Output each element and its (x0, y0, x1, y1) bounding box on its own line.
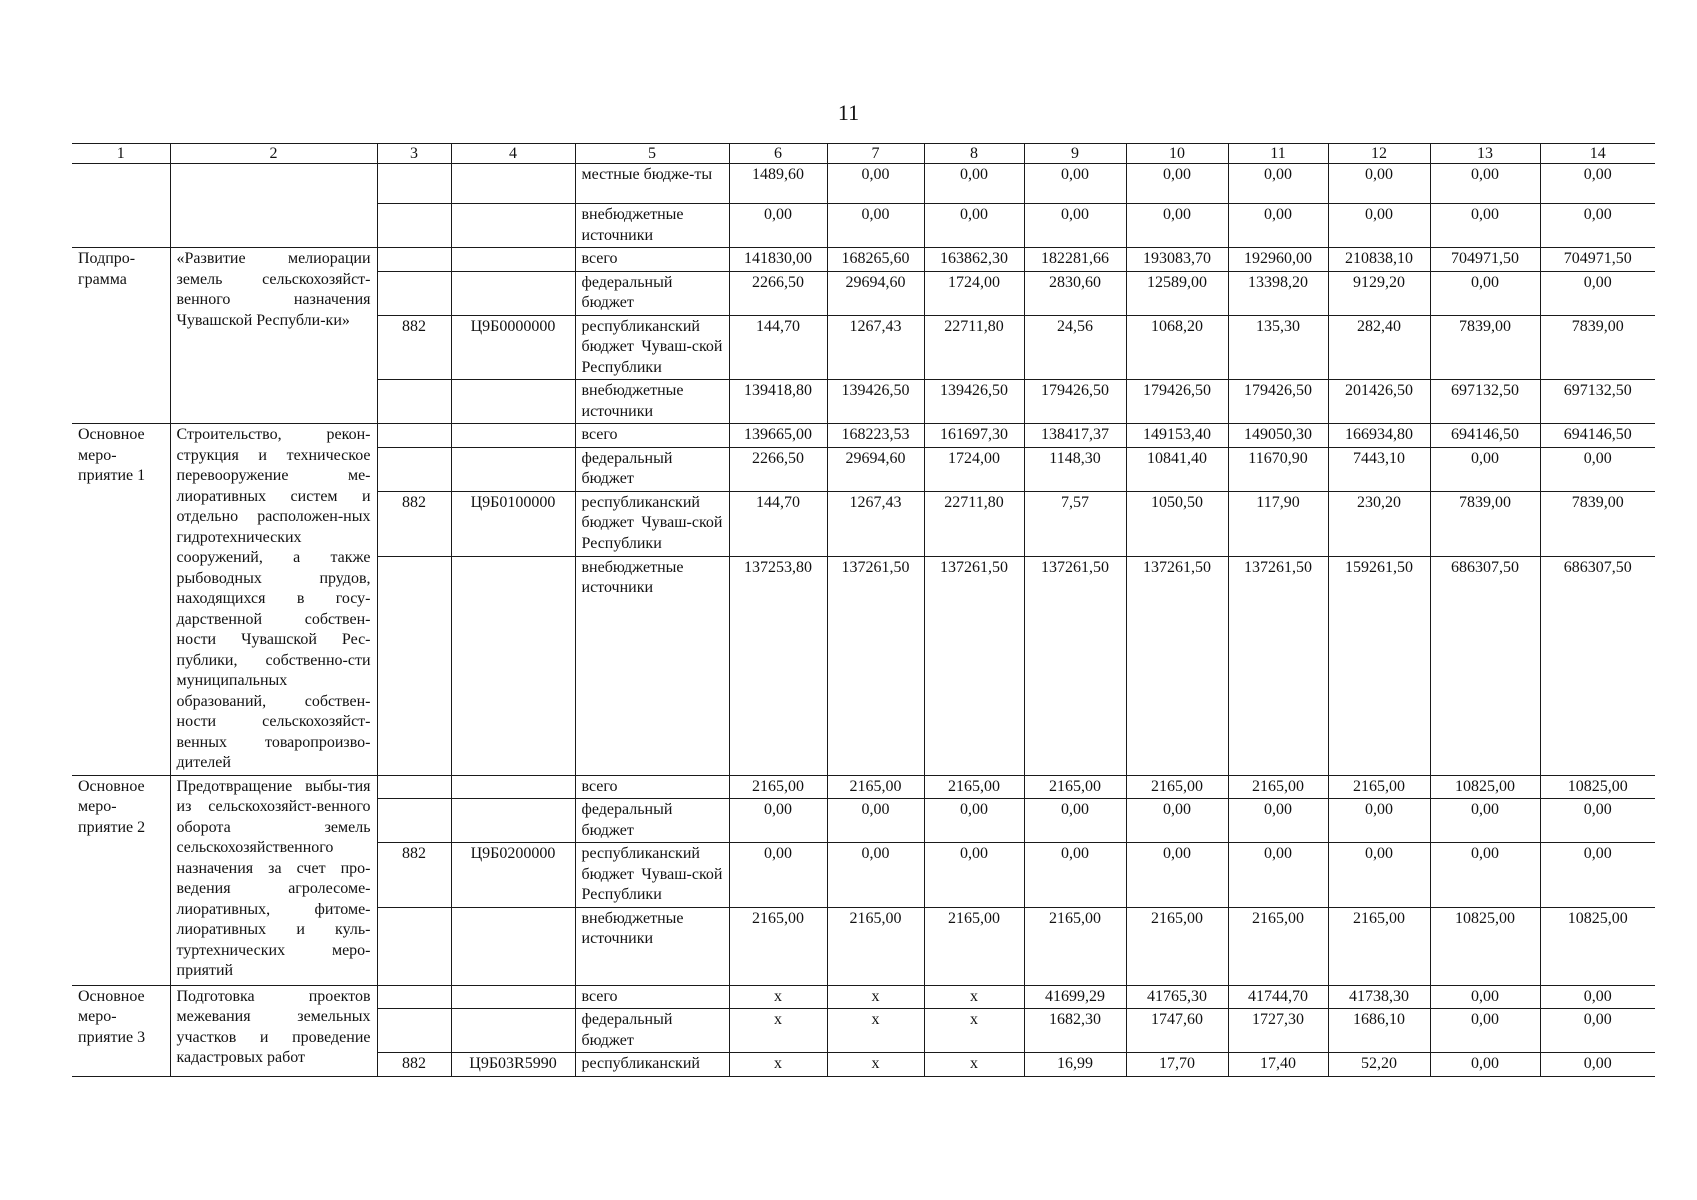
amount-cell: 2165,00 (1328, 775, 1430, 799)
column-header: 5 (575, 144, 729, 164)
amount-cell: 7839,00 (1540, 315, 1655, 380)
funding-source-cell: всего (575, 985, 729, 1009)
amount-cell: 10825,00 (1430, 907, 1540, 985)
target-article-cell (451, 799, 575, 843)
funding-source-cell: республиканский (575, 1053, 729, 1077)
amount-cell: 159261,50 (1328, 556, 1430, 775)
grbs-code-cell: 882 (377, 1053, 451, 1077)
amount-cell: 24,56 (1024, 315, 1126, 380)
funding-source-cell: местные бюдже-ты (575, 164, 729, 204)
amount-cell: 2266,50 (729, 447, 827, 491)
amount-cell: 0,00 (1430, 447, 1540, 491)
amount-cell: 2165,00 (1024, 907, 1126, 985)
amount-cell: 1686,10 (1328, 1009, 1430, 1053)
program-title-cell: Предотвращение выбы-тия из сельскохозяйст-венного оборота земель сельскохозяйственного назначения за счет про-ведения агролесоме-лиоративных, фитоме-лиоративных и куль-туртехнических меро-приятий (170, 775, 377, 985)
grbs-code-cell (377, 447, 451, 491)
grbs-code-cell (377, 775, 451, 799)
amount-cell: 2165,00 (1228, 907, 1328, 985)
amount-cell: 2165,00 (729, 907, 827, 985)
amount-cell: 22711,80 (924, 315, 1024, 380)
target-article-cell (451, 985, 575, 1009)
funding-source-cell: федеральный бюджет (575, 1009, 729, 1053)
amount-cell: 179426,50 (1024, 380, 1126, 424)
amount-cell: 697132,50 (1430, 380, 1540, 424)
amount-cell: 139426,50 (924, 380, 1024, 424)
table-row (72, 985, 1655, 1009)
amount-cell: 0,00 (827, 843, 924, 908)
amount-cell: 0,00 (1024, 799, 1126, 843)
table-header (72, 144, 1655, 164)
amount-cell: 0,00 (1126, 799, 1228, 843)
target-article-cell (451, 271, 575, 315)
grbs-code-cell (377, 248, 451, 272)
amount-cell: 1050,50 (1126, 491, 1228, 556)
amount-cell: 0,00 (1228, 799, 1328, 843)
amount-cell: 0,00 (1430, 271, 1540, 315)
amount-cell: 704971,50 (1430, 248, 1540, 272)
target-article-cell (451, 164, 575, 204)
program-title-cell: Строительство, рекон-струкция и техническое перевооружение ме-лиоративных систем и отдельно расположен-ных гидротехнических сооружений, а также рыбоводных прудов, находящихся в госу-дарственной собствен-ности Чувашской Рес-публики, собственно-сти муниципальных образований, собствен-ности сельскохозяйст-венных товаропроизво-дителей (170, 424, 377, 776)
funding-source-cell: всего (575, 248, 729, 272)
budget-table (72, 143, 1655, 1077)
amount-cell: 0,00 (1126, 843, 1228, 908)
amount-cell: 10841,40 (1126, 447, 1228, 491)
amount-cell: 0,00 (1430, 1053, 1540, 1077)
amount-cell: 7443,10 (1328, 447, 1430, 491)
target-article-cell (451, 204, 575, 248)
grbs-code-cell (377, 164, 451, 204)
amount-cell: 17,40 (1228, 1053, 1328, 1077)
amount-cell: 0,00 (1540, 1009, 1655, 1053)
amount-cell: 1489,60 (729, 164, 827, 204)
funding-source-cell: внебюджетные источники (575, 380, 729, 424)
column-header: 13 (1430, 144, 1540, 164)
amount-cell: 1682,30 (1024, 1009, 1126, 1053)
target-article-cell: Ц9Б0100000 (451, 491, 575, 556)
amount-cell: 2165,00 (1126, 775, 1228, 799)
amount-cell: 282,40 (1328, 315, 1430, 380)
amount-cell: 22711,80 (924, 491, 1024, 556)
funding-source-cell: внебюджетные источники (575, 907, 729, 985)
amount-cell: x (827, 1053, 924, 1077)
amount-cell: 41699,29 (1024, 985, 1126, 1009)
amount-cell: 29694,60 (827, 271, 924, 315)
amount-cell: 137261,50 (1024, 556, 1126, 775)
amount-cell: 149050,30 (1228, 424, 1328, 448)
grbs-code-cell (377, 907, 451, 985)
amount-cell: 139665,00 (729, 424, 827, 448)
amount-cell: 144,70 (729, 315, 827, 380)
table-row (72, 775, 1655, 799)
funding-source-cell: федеральный бюджет (575, 271, 729, 315)
amount-cell: 697132,50 (1540, 380, 1655, 424)
funding-source-cell: республиканский бюджет Чуваш-ской Республики (575, 315, 729, 380)
amount-cell: 10825,00 (1430, 775, 1540, 799)
amount-cell: 2266,50 (729, 271, 827, 315)
amount-cell: 137261,50 (1228, 556, 1328, 775)
amount-cell: 41738,30 (1328, 985, 1430, 1009)
amount-cell: 1724,00 (924, 447, 1024, 491)
amount-cell: 0,00 (1430, 799, 1540, 843)
amount-cell: 0,00 (924, 164, 1024, 204)
grbs-code-cell (377, 1009, 451, 1053)
column-header: 1 (72, 144, 170, 164)
amount-cell: 139426,50 (827, 380, 924, 424)
target-article-cell (451, 1009, 575, 1053)
amount-cell: 0,00 (1430, 1009, 1540, 1053)
program-title-cell (170, 164, 377, 248)
amount-cell: 137261,50 (1126, 556, 1228, 775)
amount-cell: 144,70 (729, 491, 827, 556)
table-body (72, 164, 1655, 1077)
grbs-code-cell (377, 271, 451, 315)
amount-cell: 2165,00 (729, 775, 827, 799)
column-header: 9 (1024, 144, 1126, 164)
amount-cell: 0,00 (1328, 164, 1430, 204)
amount-cell: 2165,00 (1126, 907, 1228, 985)
column-header: 4 (451, 144, 575, 164)
amount-cell: 192960,00 (1228, 248, 1328, 272)
amount-cell: 0,00 (1540, 985, 1655, 1009)
amount-cell: 137261,50 (827, 556, 924, 775)
amount-cell: 16,99 (1024, 1053, 1126, 1077)
amount-cell: 0,00 (827, 164, 924, 204)
amount-cell: 138417,37 (1024, 424, 1126, 448)
amount-cell: 135,30 (1228, 315, 1328, 380)
amount-cell: 41744,70 (1228, 985, 1328, 1009)
amount-cell: 2165,00 (1024, 775, 1126, 799)
grbs-code-cell (377, 556, 451, 775)
funding-source-cell: всего (575, 775, 729, 799)
amount-cell: 10825,00 (1540, 907, 1655, 985)
amount-cell: 0,00 (1228, 164, 1328, 204)
amount-cell: 182281,66 (1024, 248, 1126, 272)
amount-cell: 686307,50 (1430, 556, 1540, 775)
amount-cell: 694146,50 (1430, 424, 1540, 448)
program-level-cell: Подпро-грамма (72, 248, 170, 424)
amount-cell: 0,00 (1126, 204, 1228, 248)
amount-cell: 161697,30 (924, 424, 1024, 448)
amount-cell: 0,00 (1228, 843, 1328, 908)
column-header: 8 (924, 144, 1024, 164)
amount-cell: 2165,00 (827, 775, 924, 799)
amount-cell: 149153,40 (1126, 424, 1228, 448)
amount-cell: 7839,00 (1540, 491, 1655, 556)
amount-cell: 0,00 (1540, 1053, 1655, 1077)
amount-cell: 41765,30 (1126, 985, 1228, 1009)
amount-cell: 141830,00 (729, 248, 827, 272)
amount-cell: 0,00 (1126, 164, 1228, 204)
amount-cell: x (924, 985, 1024, 1009)
column-header: 10 (1126, 144, 1228, 164)
amount-cell: 0,00 (1328, 204, 1430, 248)
amount-cell: 137253,80 (729, 556, 827, 775)
funding-source-cell: внебюджетные источники (575, 556, 729, 775)
funding-source-cell: всего (575, 424, 729, 448)
grbs-code-cell: 882 (377, 843, 451, 908)
amount-cell: 1727,30 (1228, 1009, 1328, 1053)
amount-cell: 163862,30 (924, 248, 1024, 272)
program-title-cell: Подготовка проектов межевания земельных участков и проведение кадастровых работ (170, 985, 377, 1076)
grbs-code-cell (377, 204, 451, 248)
grbs-code-cell (377, 799, 451, 843)
amount-cell: 0,00 (827, 799, 924, 843)
amount-cell: 179426,50 (1126, 380, 1228, 424)
grbs-code-cell (377, 985, 451, 1009)
header-row (72, 144, 1655, 164)
amount-cell: 0,00 (1024, 204, 1126, 248)
funding-source-cell: республиканский бюджет Чуваш-ской Республики (575, 843, 729, 908)
grbs-code-cell: 882 (377, 315, 451, 380)
target-article-cell: Ц9Б03R5990 (451, 1053, 575, 1077)
target-article-cell (451, 447, 575, 491)
amount-cell: 12589,00 (1126, 271, 1228, 315)
target-article-cell (451, 380, 575, 424)
amount-cell: 0,00 (1540, 204, 1655, 248)
funding-source-cell: республиканский бюджет Чуваш-ской Республики (575, 491, 729, 556)
column-header: 14 (1540, 144, 1655, 164)
target-article-cell (451, 775, 575, 799)
amount-cell: 0,00 (1540, 843, 1655, 908)
amount-cell: 52,20 (1328, 1053, 1430, 1077)
amount-cell: 210838,10 (1328, 248, 1430, 272)
amount-cell: 0,00 (1540, 164, 1655, 204)
table-row (72, 248, 1655, 272)
grbs-code-cell: 882 (377, 491, 451, 556)
amount-cell: 0,00 (1430, 204, 1540, 248)
amount-cell: 0,00 (1540, 271, 1655, 315)
amount-cell: 193083,70 (1126, 248, 1228, 272)
amount-cell: 0,00 (1540, 799, 1655, 843)
amount-cell: 7,57 (1024, 491, 1126, 556)
column-header: 3 (377, 144, 451, 164)
amount-cell: 168265,60 (827, 248, 924, 272)
target-article-cell (451, 248, 575, 272)
table-row (72, 164, 1655, 204)
amount-cell: 0,00 (1024, 843, 1126, 908)
target-article-cell: Ц9Б0200000 (451, 843, 575, 908)
amount-cell: 0,00 (729, 799, 827, 843)
program-level-cell: Основное меро-приятие 2 (72, 775, 170, 985)
amount-cell: 9129,20 (1328, 271, 1430, 315)
column-header: 11 (1228, 144, 1328, 164)
amount-cell: 166934,80 (1328, 424, 1430, 448)
amount-cell: 7839,00 (1430, 315, 1540, 380)
amount-cell: 13398,20 (1228, 271, 1328, 315)
amount-cell: 168223,53 (827, 424, 924, 448)
amount-cell: 0,00 (1328, 843, 1430, 908)
program-level-cell: Основное меро-приятие 3 (72, 985, 170, 1076)
amount-cell: 2830,60 (1024, 271, 1126, 315)
amount-cell: 1148,30 (1024, 447, 1126, 491)
column-header: 2 (170, 144, 377, 164)
target-article-cell (451, 907, 575, 985)
amount-cell: 0,00 (729, 204, 827, 248)
amount-cell: 2165,00 (1228, 775, 1328, 799)
amount-cell: x (729, 985, 827, 1009)
amount-cell: 1267,43 (827, 491, 924, 556)
program-level-cell: Основное меро-приятие 1 (72, 424, 170, 776)
amount-cell: 694146,50 (1540, 424, 1655, 448)
amount-cell: 0,00 (1430, 164, 1540, 204)
amount-cell: 0,00 (1430, 985, 1540, 1009)
amount-cell: 0,00 (1024, 164, 1126, 204)
funding-source-cell: внебюджетные источники (575, 204, 729, 248)
amount-cell: x (924, 1053, 1024, 1077)
funding-source-cell: федеральный бюджет (575, 447, 729, 491)
amount-cell: 0,00 (1328, 799, 1430, 843)
amount-cell: 179426,50 (1228, 380, 1328, 424)
amount-cell: 1747,60 (1126, 1009, 1228, 1053)
amount-cell: 17,70 (1126, 1053, 1228, 1077)
amount-cell: 0,00 (729, 843, 827, 908)
amount-cell: x (827, 1009, 924, 1053)
amount-cell: 0,00 (1540, 447, 1655, 491)
amount-cell: x (729, 1009, 827, 1053)
amount-cell: 137261,50 (924, 556, 1024, 775)
amount-cell: 2165,00 (1328, 907, 1430, 985)
amount-cell: 2165,00 (924, 775, 1024, 799)
column-header: 7 (827, 144, 924, 164)
amount-cell: 11670,90 (1228, 447, 1328, 491)
amount-cell: 2165,00 (924, 907, 1024, 985)
amount-cell: 10825,00 (1540, 775, 1655, 799)
amount-cell: 117,90 (1228, 491, 1328, 556)
column-header: 12 (1328, 144, 1430, 164)
grbs-code-cell (377, 424, 451, 448)
amount-cell: 29694,60 (827, 447, 924, 491)
grbs-code-cell (377, 380, 451, 424)
amount-cell: 0,00 (924, 204, 1024, 248)
amount-cell: 201426,50 (1328, 380, 1430, 424)
amount-cell: x (827, 985, 924, 1009)
funding-source-cell: федеральный бюджет (575, 799, 729, 843)
amount-cell: 7839,00 (1430, 491, 1540, 556)
amount-cell: x (924, 1009, 1024, 1053)
table-row (72, 424, 1655, 448)
target-article-cell (451, 556, 575, 775)
amount-cell: 704971,50 (1540, 248, 1655, 272)
amount-cell: x (729, 1053, 827, 1077)
amount-cell: 0,00 (924, 799, 1024, 843)
target-article-cell: Ц9Б0000000 (451, 315, 575, 380)
program-level-cell (72, 164, 170, 248)
amount-cell: 0,00 (1228, 204, 1328, 248)
amount-cell: 1267,43 (827, 315, 924, 380)
amount-cell: 2165,00 (827, 907, 924, 985)
amount-cell: 1068,20 (1126, 315, 1228, 380)
amount-cell: 1724,00 (924, 271, 1024, 315)
amount-cell: 139418,80 (729, 380, 827, 424)
amount-cell: 0,00 (924, 843, 1024, 908)
target-article-cell (451, 424, 575, 448)
column-header: 6 (729, 144, 827, 164)
amount-cell: 0,00 (1430, 843, 1540, 908)
amount-cell: 230,20 (1328, 491, 1430, 556)
page-number: 11 (837, 100, 860, 125)
amount-cell: 686307,50 (1540, 556, 1655, 775)
program-title-cell: «Развитие мелиорации земель сельскохозяйст-венного назначения Чувашской Республи-ки» (170, 248, 377, 424)
amount-cell: 0,00 (827, 204, 924, 248)
